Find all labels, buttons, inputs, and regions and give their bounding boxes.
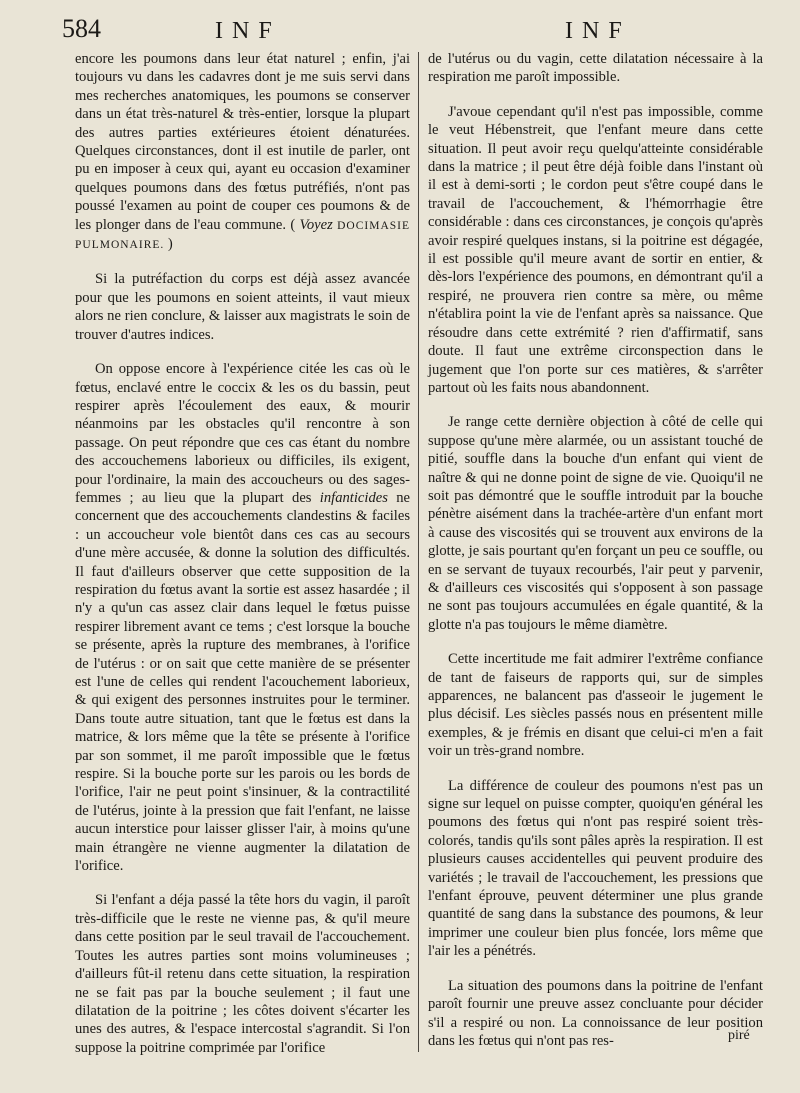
paragraph-text: encore les poumons dans leur état naturel ; enfin, j'ai toujours vu dans les cadavres dont je me suis servi dans mes recherches anatomiques, les poumons se conserver dans un état très-naturel & très-entier, lorsque la plupart des autres parties extérieures étoient dénaturées. Quelques circonstances, dont il est inutile de parler, ont pu en imposer à ceux qui, ayant eu occasion d'examiner quelques poumons dans des fœtus putréfiés, n'ont pas poussé l'examen au point de couper ces poumons & de les plonger dans de l'eau commune. ( [75, 51, 410, 233]
running-head-left: INF [215, 18, 281, 44]
running-head-right: INF [565, 18, 631, 44]
page-number: 584 [62, 14, 101, 43]
paragraph: J'avoue cependant qu'il n'est pas impossible, comme le veut Hébenstreit, que l'enfant meure dans cette situation. Il peut avoir reçu quelqu'atteinte considérable dans la matrice ; il peut être déjà foible dans l'instant où il est à demi-sorti ; le cordon peut s'être coupé dans le travail de l'accouchement, & l'hémorrhagie être considérable : dans ces circonstances, je conçois qu'après avoir respiré quelques instans, si la poitrine est dégagée, il est possible qu'il meure avant de sortir en entier, & dès-lors l'expérience des poumons, en démontrant qu'il a respiré, ne prouvera rien contre sa mère, ou même n'établira point la vie de l'enfant après sa naissance. Que résoudre dans cette extrémité ? rien d'affirmatif, sans doute. Il faut une extrême circonspection dans le jugement que l'on porte sur ces matières, & s'arrêter partout où les faits nous abandonnent. [428, 103, 763, 396]
paragraph-text: ) [167, 236, 173, 253]
cross-reference: DOCIMASIE PULMONAIRE. [75, 219, 410, 252]
emphasis: infanticides [319, 489, 388, 506]
paragraph-text: ne concernent que des accouchements clandestins & faciles : un accoucheur vole bientôt dans ces cas au secours d'une mère accusée, & donne la solution des difficultés. Il faut d'ailleurs observer que cette supposition de la respiration du fœtus avant la sortie est assez hasardée ; il n'y a qu'un cas assez clair dans lequel le fœtus puisse respirer librement avant ce tems ; c'est lorsque la bouche se présente, après la rupture des membranes, à l'orifice de l'utérus : or on sait que cette manière de se présenter est l'une de celles qui rendent l'acouchement laborieux, & qui exigent des personnes instruites pour le terminer. Dans toute autre situation, tant que le fœtus est dans la matrice, & lors même que la tête se présente à l'orifice par son sommet, il me paroît impossible que le fœtus respire. Si la bouche porte sur les parois ou les bords de l'orifice, l'air ne peut point s'insinuer, & la contractilité de l'utérus, jointe à la pression que fait l'enfant, ne laisse aucun interstice pour laisser glisser l'air, à moins qu'une main étrangère ne vienne augmenter la dilatation de l'orifice. [75, 489, 410, 875]
right-column [428, 50, 763, 1066]
paragraph: de l'utérus ou du vagin, cette dilatation nécessaire à la respiration me paroît impossible. [428, 51, 763, 86]
left-column [75, 50, 410, 1073]
paragraph [75, 360, 410, 875]
catchword: piré [728, 1028, 750, 1043]
cross-reference-label: Voyez [299, 216, 333, 233]
paragraph: Cette incertitude me fait admirer l'extrême confiance de tant de faiseurs de rapports qui, sur de simples apparences, ne balancent pas d'asseoir le jugement le plus décisif. Les siècles passés nous en présentent mille exemples, & je frémis en disant que celui-ci m'en a fait voir un très-grand nombre. [428, 651, 763, 760]
paragraph: Si la putréfaction du corps est déjà assez avancée pour que les poumons en soient atteints, il vaut mieux alors ne rien conclure, & laisser aux magistrats le soin de trouver d'autres indices. [75, 271, 410, 343]
paragraph: Si l'enfant a déja passé la tête hors du vagin, il paroît très-difficile que le reste ne vienne pas, & qu'il meure dans cette position par le seul travail de l'accouchement. Toutes les autres parties sont moins volumineuses ; d'ailleurs fût-il retenu dans cette situation, la respiration ne se fait pas par la bouche seulement ; il faut une dilatation de la poitrine ; les côtes doivent s'écarter les unes des autres, & l'espace intercostal s'agrandit. Si l'on suppose la poitrine comprimée par l'orifice [75, 892, 410, 1056]
paragraph: La différence de couleur des poumons n'est pas un signe sur lequel on puisse compter, quoiqu'en général les poumons des fœtus qui n'ont pas respiré soient très-colorés, tandis qu'ils sont pâles après la respiration. Il est plusieurs causes accidentelles qui peuvent produire des variétés ; le travail de l'accouchement, les pressions que l'enfant éprouve, peuvent déterminer une plus grande quantité de sang dans la substance des poumons, & leur imprimer une couleur bien plus foncée, lors même que l'air les a pénétrés. [428, 777, 763, 960]
paragraph-text: On oppose encore à l'expérience citée les cas où le fœtus, enclavé entre le coccix & les os du bassin, peut respirer après l'écoulement des eaux, & mourir néanmoins par les obstacles qu'il rencontre à son passage. On peut répondre que ces cas étant du nombre des accouchemens laborieux ou difficiles, ils exigent, pour l'ordinaire, la main des accoucheurs ou des sages-femmes ; au lieu que la plupart des [75, 361, 410, 506]
paragraph: Je range cette dernière objection à côté de celle qui suppose qu'une mère alarmée, ou un assistant touché de pitié, souffle dans la bouche d'un enfant qui vient de naître & qui ne donne point de signe de vie. Quoiqu'il ne soit pas démontré que le souffle introduit par la bouche pénètre aisément dans la trachée-artère d'un enfant mort à cause des viscosités qui se trouvent aux environs de la glotte, je sais pourtant qu'en forçant un peu ce souffle, ou en se servant de tuyaux recourbés, l'air peut y parvenir, & d'ailleurs ces viscosités qui s'opposent à son passage ne sont pas toujours accumulées en égale quantité, & la glotte n'a pas toujours le même diamètre. [428, 414, 763, 633]
paragraph [75, 50, 410, 254]
column-divider [418, 52, 419, 1052]
paragraph: La situation des poumons dans la poitrine de l'enfant paroît fournir une preuve assez concluante pour décider s'il a respiré ou non. La connoissance de leur position dans les fœtus qui n'ont pas res- [428, 977, 763, 1049]
